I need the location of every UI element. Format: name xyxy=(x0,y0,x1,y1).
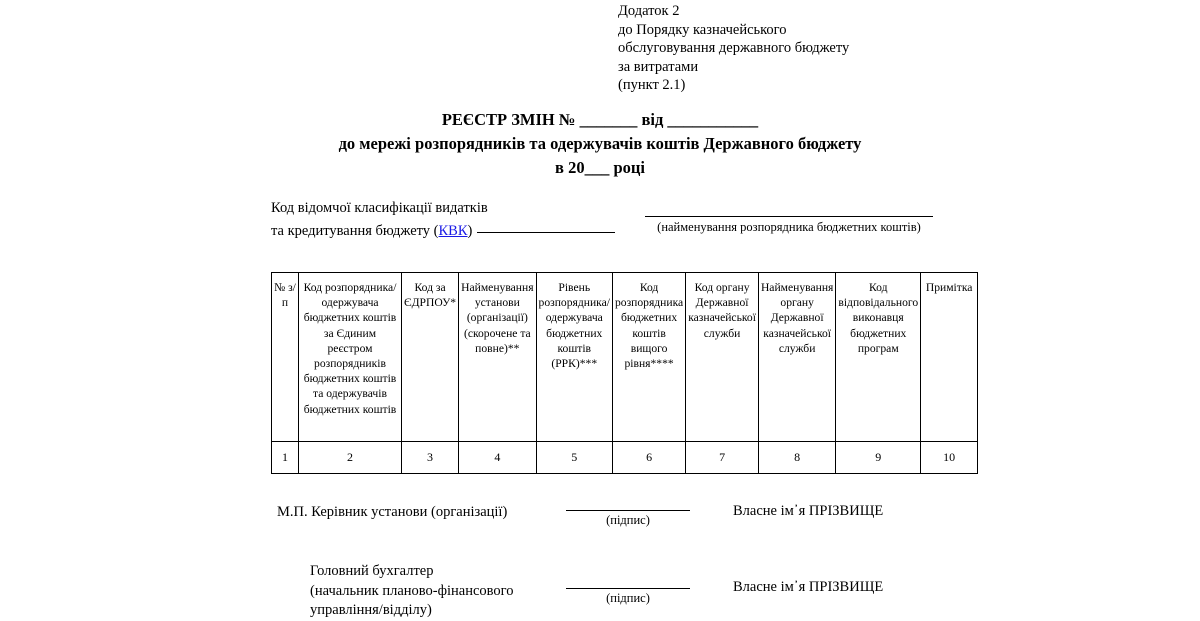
column-number-cell: 9 xyxy=(836,442,921,474)
kvk-abbreviation-link[interactable]: КВК xyxy=(438,222,468,239)
appendix-line-5: (пункт 2.1) xyxy=(618,77,686,94)
kvk-label-prefix: та кредитування бюджету ( xyxy=(271,222,439,239)
page-title xyxy=(270,108,930,180)
head-signature-caption: (підпис) xyxy=(606,513,650,527)
fund-manager-name-field[interactable] xyxy=(645,216,933,235)
column-header-label: Примітка xyxy=(925,281,973,294)
column-number-cell: 5 xyxy=(536,442,612,474)
column-header-label: № з/п xyxy=(274,281,296,310)
column-header-label: Код за ЄДРПОУ* xyxy=(404,281,457,310)
kvk-value-field[interactable] xyxy=(477,219,615,233)
kvk-label-suffix: ) xyxy=(467,222,473,239)
title-line-subject: до мережі розпорядників та одержувачів коштів Державного бюджету xyxy=(338,134,862,153)
column-number-cell: 2 xyxy=(299,442,402,474)
accountant-role-label-line-3: управління/відділу) xyxy=(310,602,432,618)
table-header-cell-7 xyxy=(686,273,759,442)
table-header-cell-2 xyxy=(299,273,402,442)
head-signature-rule xyxy=(566,510,690,511)
head-role-label: М.П. Керівник установи (організації) xyxy=(277,504,508,520)
fund-manager-caption: (найменування розпорядника бюджетних коштів) xyxy=(657,220,921,234)
appendix-reference-block xyxy=(618,2,849,95)
table-header-cell-3 xyxy=(402,273,459,442)
kvk-classification-block xyxy=(271,199,615,241)
accountant-role-label-line-1: Головний бухгалтер xyxy=(310,563,434,579)
column-header-label: Код органу Державної казначейської служби xyxy=(688,281,756,340)
accountant-signature-rule xyxy=(566,588,690,589)
appendix-line-1: Додаток 2 xyxy=(618,3,680,19)
kvk-label-line-1: Код відомчої класифікації видатків xyxy=(271,200,488,216)
head-signature-field[interactable] xyxy=(566,510,690,528)
accountant-signature-field[interactable] xyxy=(566,588,690,606)
title-line-registry-number: РЕЄСТР ЗМІН № _______ від ___________ xyxy=(441,110,759,129)
table-header-cell-6 xyxy=(612,273,685,442)
column-number-cell: 1 xyxy=(272,442,299,474)
column-header-label: Рівень розпорядника/ одержувача бюджетних коштів (РРК)*** xyxy=(538,281,610,371)
appendix-line-2: до Порядку казначейського xyxy=(618,21,787,38)
column-number-cell: 4 xyxy=(459,442,536,474)
column-number-cell: 10 xyxy=(921,442,978,474)
table-header-cell-5 xyxy=(536,273,612,442)
accountant-signature-role-block xyxy=(310,562,514,621)
table-header-cell-8 xyxy=(758,273,835,442)
column-number-cell: 7 xyxy=(686,442,759,474)
accountant-name-placeholder: Власне ім᾽я ПРІЗВИЩЕ xyxy=(733,579,884,595)
accountant-role-label-line-2: (начальник планово-фінансового xyxy=(310,582,514,599)
column-header-label: Код відповідального виконавця бюджетних програм xyxy=(838,281,919,355)
column-header-label: Найменування органу Державної казначейської служби xyxy=(760,281,834,355)
head-name-placeholder: Власне ім᾽я ПРІЗВИЩЕ xyxy=(733,503,884,519)
column-header-label: Код розпорядника бюджетних коштів вищого рівня**** xyxy=(614,281,684,371)
registry-table xyxy=(271,272,978,474)
kvk-label-line-2 xyxy=(271,219,615,242)
appendix-line-3: обслуговування державного бюджету xyxy=(618,40,850,57)
accountant-signature-caption: (підпис) xyxy=(606,591,650,605)
column-header-label: Код розпорядника/ одержувача бюджетних коштів за Єдиним реєстром розпорядників бюджетних коштів та одержувачів бюджетних коштів xyxy=(303,281,397,416)
column-number-cell: 3 xyxy=(402,442,459,474)
appendix-line-4: за витратами xyxy=(618,58,699,75)
table-column-number-row xyxy=(272,442,978,474)
table-header-cell-1 xyxy=(272,273,299,442)
column-header-label: Найменування установи (організації) (скорочене та повне)** xyxy=(461,281,534,355)
title-line-year: в 20___ році xyxy=(555,158,645,177)
head-signature-role-block xyxy=(277,503,507,523)
table-header-row xyxy=(272,273,978,442)
table-header-cell-9 xyxy=(836,273,921,442)
column-number-cell: 8 xyxy=(758,442,835,474)
table-header-cell-4 xyxy=(459,273,536,442)
column-number-cell: 6 xyxy=(612,442,685,474)
fund-manager-rule xyxy=(645,216,933,217)
table-header-cell-10 xyxy=(921,273,978,442)
